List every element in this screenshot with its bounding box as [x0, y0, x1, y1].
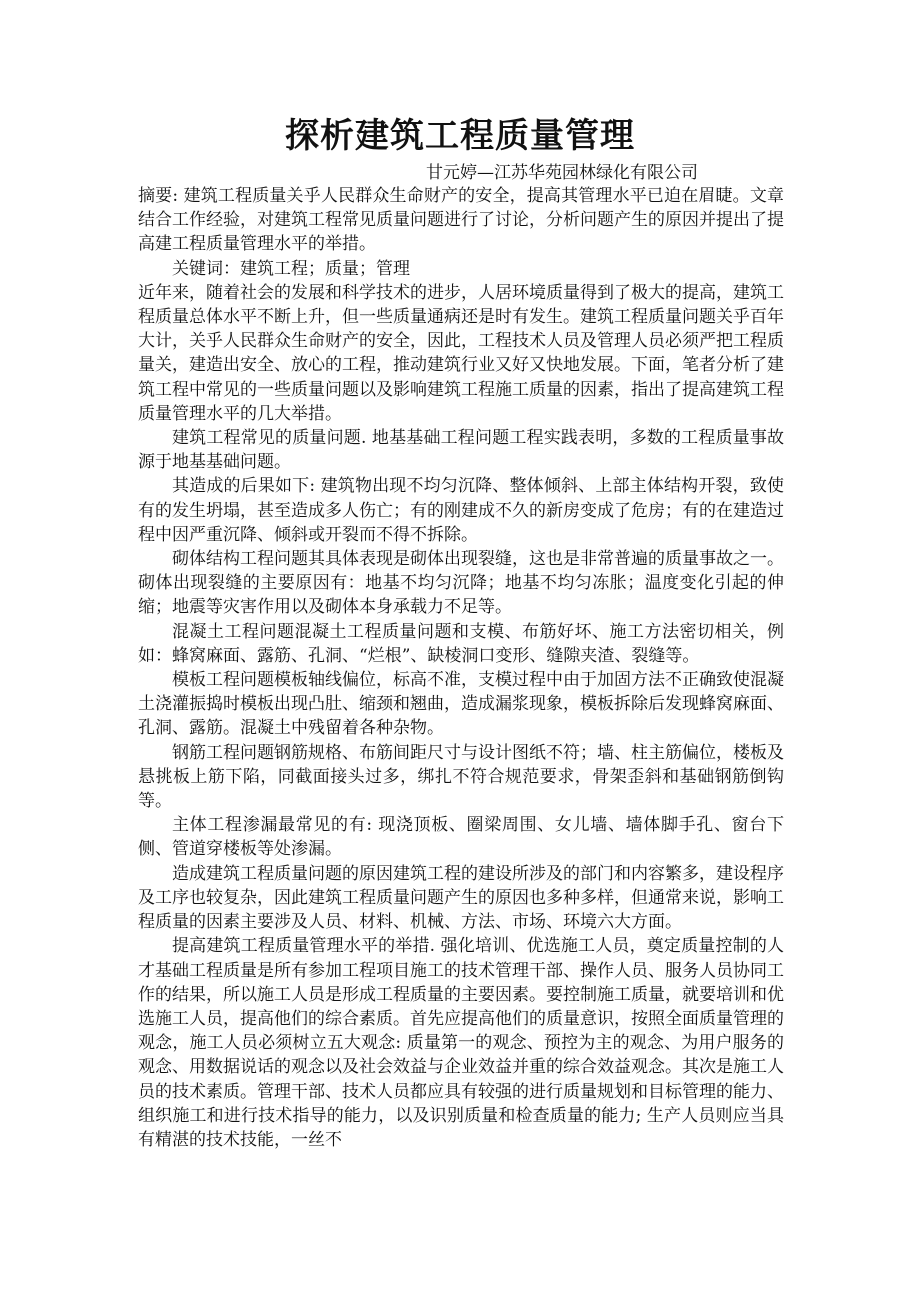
document-body [138, 184, 784, 1152]
body-paragraph: 主体工程渗漏最常见的有: 现浇顶板、圈梁周围、女儿墙、墙体脚手孔、窗台下侧、管道穿楼板等处渗漏。 [138, 815, 784, 860]
keywords-line: 关键词：建筑工程；质量；管理 [172, 258, 410, 279]
body-paragraph: 砌体结构工程问题其具体表现是砌体出现裂缝，这也是非常普遍的质量事故之一。砌体出现裂缝的主要原因有：地基不均匀沉降；地基不均匀冻胀；温度变化引起的伸缩；地震等灾害作用以及砌体本身承载力不足等。 [138, 549, 784, 618]
body-paragraph: 混凝土工程问题混凝土工程质量问题和支模、布筋好坏、施工方法密切相关，例如：蜂窝麻面、露筋、孔洞、“烂根”、缺棱洞口变形、缝隙夹渣、裂缝等。 [138, 621, 784, 666]
author-line: 甘元婷—江苏华苑园林绿化有限公司 [426, 163, 698, 183]
abstract-paragraph: 摘要: 建筑工程质量关乎人民群众生命财产的安全，提高其管理水平已迫在眉睫。文章结合工作经验，对建筑工程常见质量问题进行了讨论，分析问题产生的原因并提出了提高建工程质量管理水平的举措。 [138, 186, 784, 255]
document-title: 探析建筑工程质量管理 [285, 116, 635, 156]
body-paragraph: 其造成的后果如下: 建筑物出现不均匀沉降、整体倾斜、上部主体结构开裂，致使有的发生坍塌，甚至造成多人伤亡；有的刚建成不久的新房变成了危房；有的在建造过程中因严重沉降、倾斜或开裂而不得不拆除。 [138, 476, 784, 545]
body-paragraph: 提高建筑工程质量管理水平的举措. 强化培训、优选施工人员，奠定质量控制的人才基础工程质量是所有参加工程项目施工的技术管理干部、操作人员、服务人员协同工作的结果，所以施工人员是形成工程质量的主要因素。要控制施工质量，就要培训和优选施工人员，提高他们的综合素质。首先应提高他们的质量意识，按照全面质量管理的观念，施工人员必须树立五大观念: 质量第一的观念、预控为主的观念、为用户服务的观念、用数据说话的观念以及社会效益与企业效益并重的综合效益观念。其次是施工人员的技术素质。管理干部、技术人员都应具有较强的进行质量规划和目标管理的能力、组织施工和进行技术指导的能力，以及识别质量和检查质量的能力; 生产人员则应当具有精湛的技术技能，一丝不 [138, 936, 784, 1150]
body-paragraph: 近年来，随着社会的发展和科学技术的进步，人居环境质量得到了极大的提高，建筑工程质量总体水平不断上升，但一些质量通病还是时有发生。建筑工程质量问题关乎百年大计，关乎人民群众生命财产的安全，因此，工程技术人员及管理人员必须严把工程质量关，建造出安全、放心的工程，推动建筑行业又好又快地发展。下面，笔者分析了建筑工程中常见的一些质量问题以及影响建筑工程施工质量的因素，指出了提高建筑工程质量管理水平的几大举措。 [138, 282, 784, 424]
body-paragraph: 建筑工程常见的质量问题. 地基基础工程问题工程实践表明，多数的工程质量事故源于地基基础问题。 [138, 428, 784, 473]
body-paragraph: 造成建筑工程质量问题的原因建筑工程的建设所涉及的部门和内容繁多，建设程序及工序也较复杂，因此建筑工程质量问题产生的原因也多种多样，但通常来说，影响工程质量的因素主要涉及人员、材料、机械、方法、市场、环境六大方面。 [138, 863, 784, 933]
body-paragraph: 模板工程问题模板轴线偏位，标高不准，支模过程中由于加固方法不正确致使混凝土浇灌振捣时模板出现凸肚、缩颈和翘曲，造成漏浆现象，模板拆除后发现蜂窝麻面、孔洞、露筋。混凝土中残留着各种杂物。 [138, 670, 784, 739]
body-paragraph: 钢筋工程问题钢筋规格、布筋间距尺寸与设计图纸不符；墙、柱主筋偏位，楼板及悬挑板上筋下陷，同截面接头过多，绑扎不符合规范要求，骨架歪斜和基础钢筋倒钩等。 [138, 742, 784, 812]
